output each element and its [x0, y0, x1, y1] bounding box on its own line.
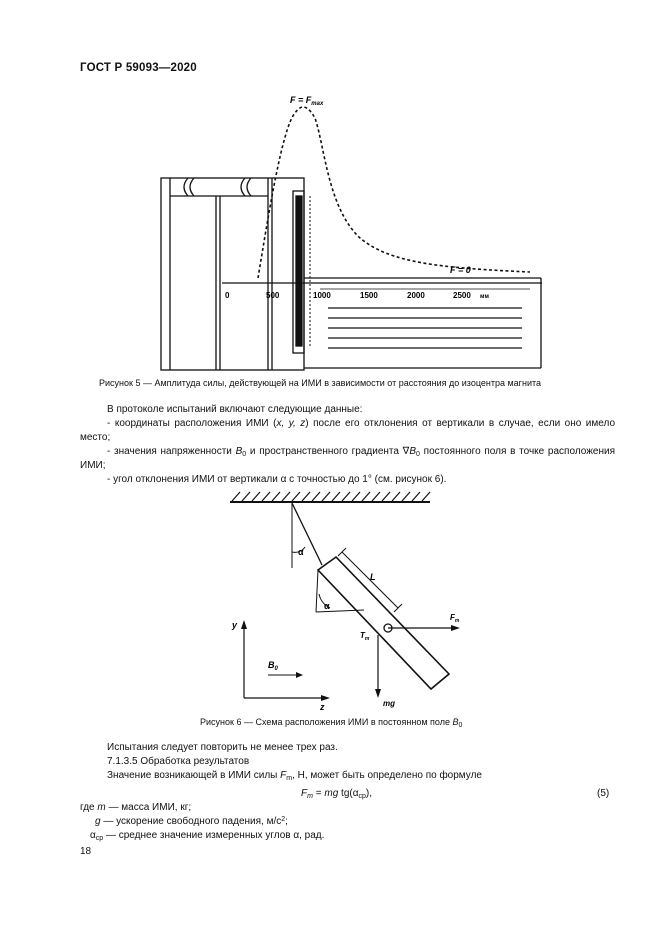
where-alpha: $\alpha_{ср}$ — среднее значение измеренных углов α, рад.: [90, 830, 325, 842]
formula-intro: Значение возникающей в ИМИ силы $F_m$, Н, может быть определено по формуле: [107, 770, 482, 782]
figure-5-caption: Рисунок 5 — Амплитуда силы, действующей на ИМИ в зависимости от расстояния до изоцентра магнита: [99, 378, 541, 388]
tick-500: 500: [266, 291, 280, 300]
fmax-label: F = F: [290, 95, 312, 105]
force-label: $F_m$: [450, 613, 460, 624]
magnet-body: [161, 178, 541, 370]
svg-text:F = Fmax: $F = F_{max}$: [290, 95, 324, 107]
document-header: ГОСТ Р 59093—2020: [80, 62, 197, 74]
gravity-label: mg: [383, 699, 395, 708]
section-heading: 7.1.3.5 Обработка результатов: [107, 756, 250, 767]
z-label: z: [320, 702, 325, 712]
coil-lines: [328, 308, 522, 348]
length-label: L: [370, 572, 376, 582]
y-label: y: [232, 620, 238, 630]
formula: $F_m$ = mg $tg(\alpha_{ср})$,: [301, 788, 373, 800]
protocol-intro: В протоколе испытаний включают следующие данные:: [107, 404, 363, 415]
figure-5-diagram: [150, 88, 550, 373]
protocol-item-3: - угол отклонения ИМИ от вертикали α с точностью до 1° (см. рисунок 6).: [107, 474, 447, 485]
formula-number: (5): [597, 788, 610, 799]
ceiling-hatching: [232, 492, 430, 501]
tick-2000: 2000: [407, 291, 425, 300]
b0-label: $B_0$: [268, 660, 278, 672]
page-number: 18: [80, 846, 92, 857]
protocol-item-1: - координаты расположения ИМИ (x, y, z) после его отклонения от вертикали в случае, если оно имело место;: [80, 418, 616, 443]
torque-label: $T_m$: [360, 631, 370, 642]
alpha-label: α: [298, 547, 304, 557]
where-m: где m — масса ИМИ, кг;: [80, 802, 192, 813]
figure-6-caption: Рисунок 6 — Схема расположения ИМИ в постоянном поле $B_0$: [200, 717, 463, 729]
suspension-string: [292, 503, 322, 565]
where-g: g — ускорение свободного падения, $м/с^2$;: [95, 816, 288, 827]
tick-0: 0: [225, 291, 230, 300]
svg-text:α: α: [324, 601, 330, 611]
device-body: [318, 557, 449, 689]
axis-unit: мм: [480, 294, 489, 300]
tick-1500: 1500: [360, 291, 378, 300]
protocol-item-2: - значения напряженности $B_0$ и пространственного градиента $\nabla B_0$ постоянного поля в точке расположения ИМИ;: [80, 446, 615, 471]
repeat-note: Испытания следует повторить не менее трех раз.: [107, 742, 338, 753]
figure-6-diagram: [220, 490, 480, 712]
tick-1000: 1000: [313, 291, 331, 300]
tick-2500: 2500: [453, 291, 471, 300]
f-zero-label: F = 0: [450, 265, 471, 275]
